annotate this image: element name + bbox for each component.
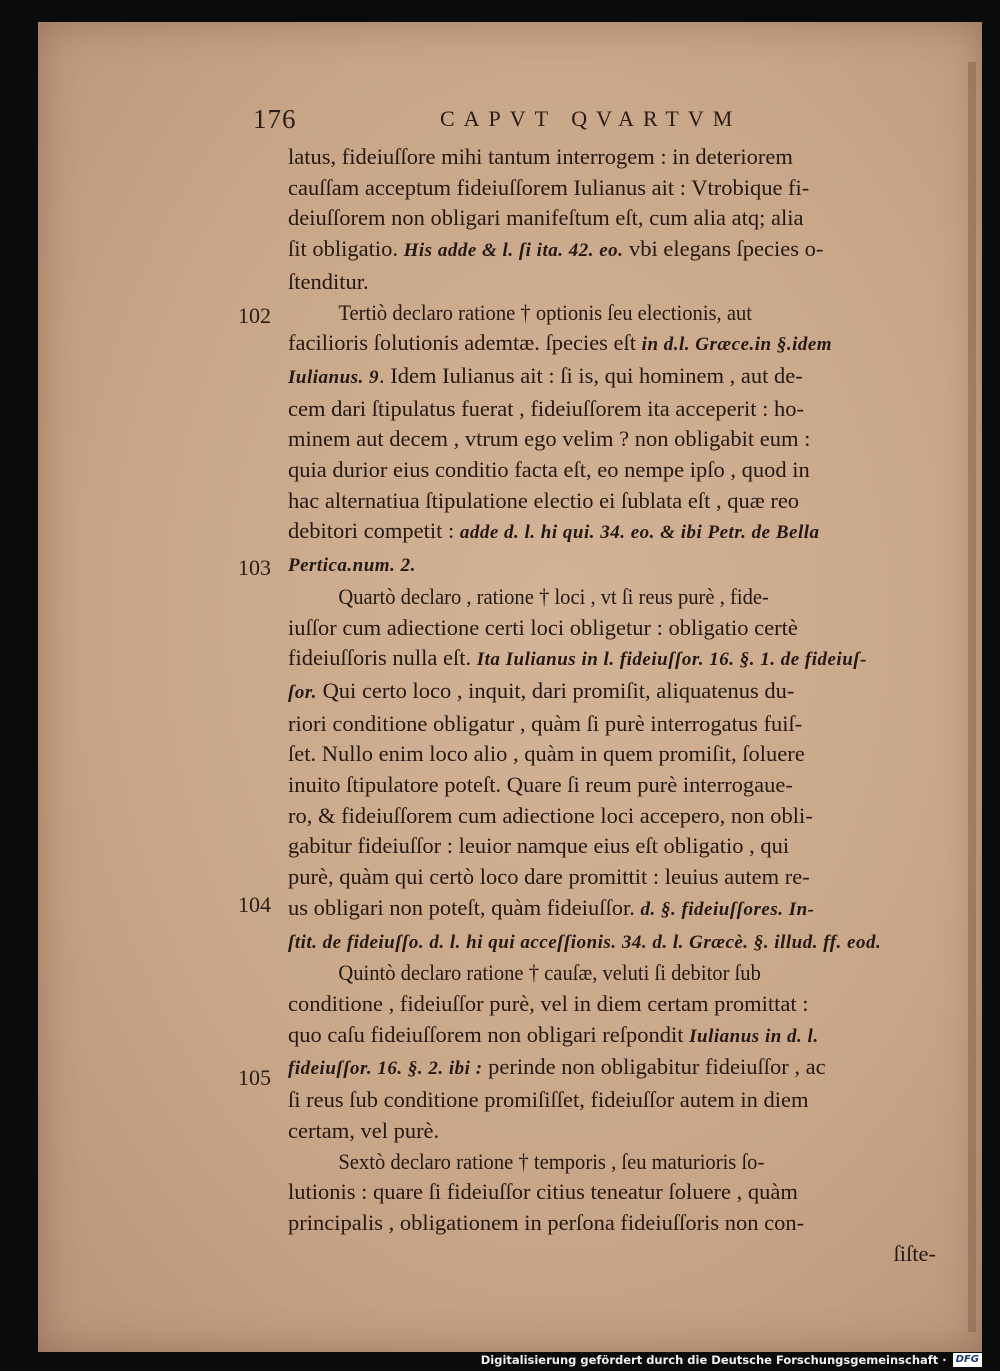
text-line (288, 770, 936, 801)
legal-citation: His adde & l. ſi ita. 42. eo. (403, 240, 624, 262)
text-segment: us obligari non poteſt, quàm fideiuſſor. (288, 894, 641, 920)
text-segment: ſtenditur. (288, 268, 369, 294)
text-line (288, 1116, 936, 1147)
text-segment: Tertiò declaro ratione † optionis ſeu electionis, aut (338, 299, 753, 325)
text-line (288, 234, 936, 267)
margin-number-102: 102 (238, 303, 271, 328)
legal-citation: adde d. l. hi qui. 34. eo. & ibi Petr. de Bella (459, 522, 820, 544)
text-segment: ſet. Nullo enim loco alio , quàm in quem promiſit, ſoluere (288, 741, 805, 767)
text-segment: Sextò declaro ratione † temporis , ſeu maturioris ſo- (338, 1148, 765, 1174)
text-line (288, 709, 936, 740)
text-segment: cauſſam acceptum fideiuſſorem Iulianus ait : Vtrobique fi- (288, 174, 810, 200)
text-line (288, 361, 936, 394)
text-line (288, 893, 936, 926)
text-segment: purè, quàm qui certò loco dare promittit : leuius autem re- (288, 864, 810, 890)
legal-citation: Pertica.num. 2. (288, 555, 416, 577)
text-segment: lutionis : quare ſi fideiuſſor citius teneatur ſoluere , quàm (288, 1179, 798, 1205)
legal-citation: fideiuſſor. 16. §. 2. ibi : (288, 1058, 483, 1080)
margin-number-104: 104 (238, 892, 271, 917)
text-line (288, 173, 936, 204)
text-line (288, 1085, 936, 1116)
text-line (288, 862, 936, 893)
text-segment: fideiuſſoris nulla eſt. (288, 645, 477, 671)
text-segment: quia durior eius conditio facta eſt, eo nempe ipſo , quod in (288, 457, 810, 483)
text-segment: principalis , obligationem in perſona fideiuſſoris non con- (288, 1209, 805, 1235)
legal-citation: Iulianus. 9 (288, 366, 380, 388)
text-line (288, 142, 936, 173)
text-segment: deiuſſorem non obligari manifeſtum eſt, cum alia atq; alia (288, 205, 804, 231)
running-head: CAPVT QVARTVM (440, 106, 742, 131)
dfg-logo: DFG (953, 1353, 982, 1367)
text-line (288, 394, 936, 425)
text-segment: hac alternatiua ſtipulatione electio ei ſublata eſt , quæ reo (288, 487, 800, 513)
legal-citation: ſor. (288, 681, 317, 703)
text-segment: certam, vel purè. (288, 1117, 440, 1143)
text-segment: vbi elegans ſpecies o- (623, 236, 824, 262)
legal-citation: d. §. fideiuſſores. In- (640, 898, 815, 920)
text-line (288, 989, 936, 1020)
text-line (288, 455, 936, 486)
text-segment: latus, fideiuſſore mihi tantum interrogem : in deteriorem (288, 144, 793, 169)
footer (481, 1351, 982, 1369)
text-segment: ro, & fideiuſſorem cum adiectione loci accepero, non obli- (288, 802, 813, 828)
text-segment: inuito ſtipulatore poteſt. Quare ſi reum purè interrogaue- (288, 772, 793, 798)
text-line (288, 1020, 936, 1053)
text-segment: ſiſte- (893, 1240, 936, 1266)
text-line (288, 801, 936, 832)
text-segment: debitori competit : (288, 518, 460, 544)
text-segment: Qui certo loco , inquit, dari promiſit, aliquatenus du- (316, 677, 795, 703)
page-edge (968, 62, 976, 1332)
text-segment: facilioris ſolutionis ademtæ. ſpecies eſt (288, 330, 642, 356)
text-line (288, 582, 881, 613)
footer-credit: Digitalisierung gefördert durch die Deutsche Forschungsgemeinschaft · (480, 1353, 947, 1367)
text-line (288, 958, 881, 989)
text-line (288, 613, 936, 644)
text-line (288, 1052, 936, 1085)
text-line (288, 1147, 881, 1178)
page-number: 176 (253, 104, 297, 134)
text-segment: conditione , fideiuſſor purè, vel in diem certam promittat : (288, 990, 809, 1016)
text-line (288, 549, 936, 582)
text-line (288, 831, 936, 862)
margin-number-103: 103 (238, 555, 271, 580)
text-segment: ſi reus ſub conditione promiſiſſet, fideiuſſor autem in diem (288, 1087, 809, 1113)
text-segment: iuſſor cum adiectione certi loci obligetur : obligatio certè (288, 614, 798, 640)
text-line (288, 1177, 936, 1208)
text-segment: quo caſu fideiuſſorem non obligari reſpondit (288, 1021, 690, 1047)
text-line (288, 676, 936, 709)
text-segment: perinde non obligabitur fideiuſſor , ac (482, 1054, 826, 1080)
text-segment: Quintò declaro ratione † cauſæ, veluti ſi debitor ſub (338, 960, 761, 986)
text-line (288, 516, 936, 549)
text-segment: riori conditione obligatur , quàm ſi purè interrogatus fuiſ- (288, 710, 803, 736)
text-line (288, 298, 881, 329)
text-line (288, 424, 936, 455)
legal-citation: ſtit. de fideiuſſo. d. l. hi qui acceſſionis. 34. d. l. Græcè. §. illud. ff. eod. (288, 931, 882, 953)
text-segment: gabitur fideiuſſor : leuior namque eius eſt obligatio , qui (288, 833, 790, 859)
text-line (288, 926, 936, 959)
text-segment: . Idem Iulianus ait : ſi is, qui hominem , aut de- (379, 362, 803, 388)
text-line (288, 267, 936, 298)
text-line (288, 486, 936, 517)
legal-citation: in d.l. Græce.in §.idem (641, 334, 833, 356)
legal-citation: Iulianus in d. l. (689, 1025, 819, 1047)
text-segment: Quartò declaro , ratione † loci , vt ſi reus purè , fide- (338, 583, 769, 609)
text-line (288, 1239, 936, 1270)
text-segment: cem dari ſtipulatus fuerat , fideiuſſorem ita acceperit : ho- (288, 395, 805, 421)
text-segment: ſit obligatio. (288, 236, 404, 262)
text-line (288, 643, 936, 676)
body-text (288, 142, 936, 1269)
text-line (288, 739, 936, 770)
text-line (288, 1208, 936, 1239)
text-segment: minem aut decem , vtrum ego velim ? non obligabit eum : (288, 426, 811, 452)
margin-number-105: 105 (238, 1065, 271, 1090)
legal-citation: Ita Iulianus in l. fideiuſſor. 16. §. 1. de fideiuſ- (476, 649, 867, 671)
text-line (288, 328, 936, 361)
text-line (288, 203, 936, 234)
